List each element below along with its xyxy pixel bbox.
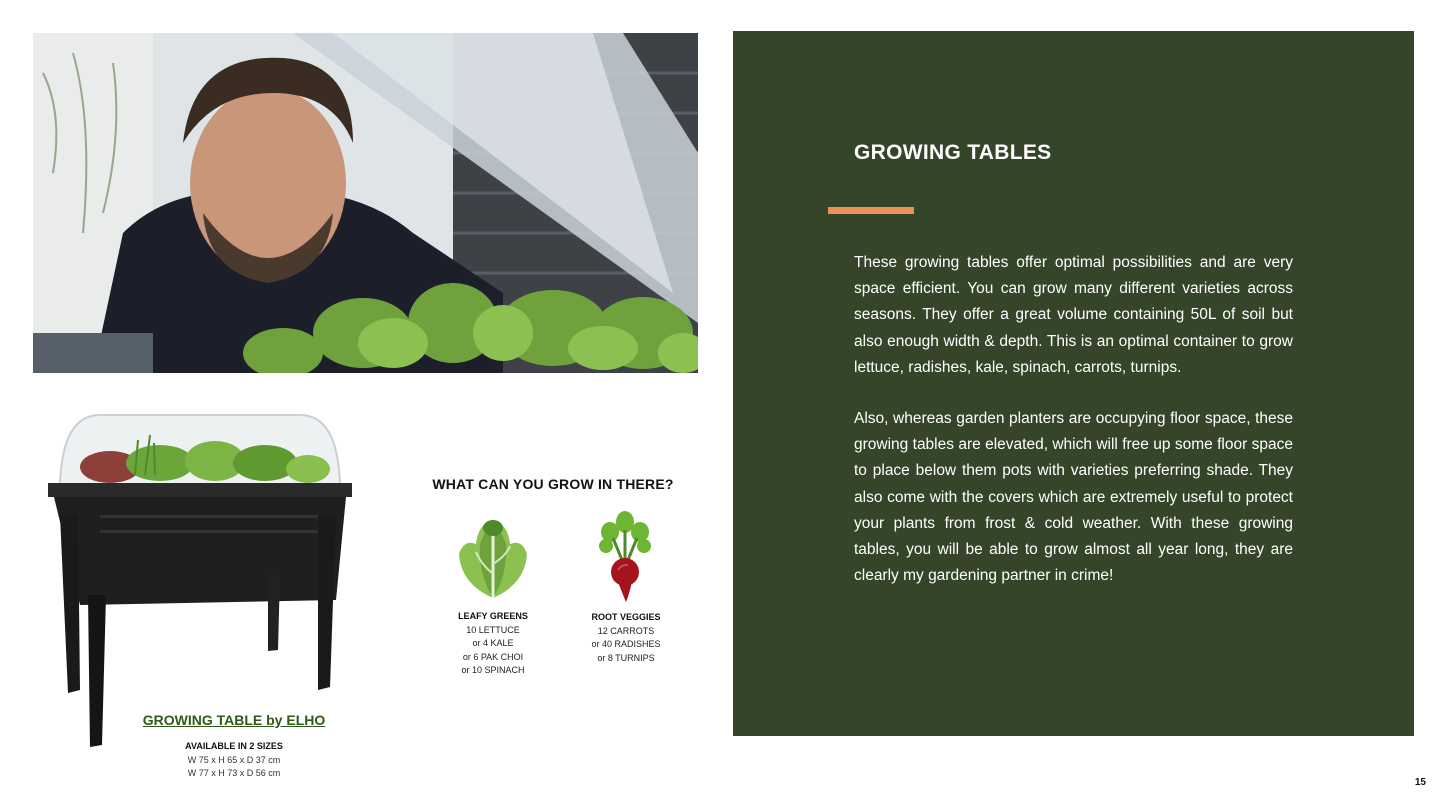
panel-title: GROWING TABLES [854, 141, 1052, 164]
growing-table-image [40, 405, 360, 755]
leafy-line: or 6 PAK CHOI [462, 651, 524, 662]
leafy-line: 10 LETTUCE [466, 624, 520, 635]
root-line: 12 CARROTS [597, 625, 655, 636]
leafy-greens-heading: LEAFY GREENS [458, 611, 528, 621]
hero-photo [33, 33, 698, 373]
root-line: or 40 RADISHES [591, 639, 661, 649]
sizes-heading: AVAILABLE IN 2 SIZES [185, 741, 283, 751]
lettuce-icon [456, 514, 530, 600]
size-1: W 75 x H 65 x D 37 cm [187, 754, 281, 765]
panel-paragraph-1: These growing tables offer optimal possibilities and are very space efficient. You can grow many different varieties across seasons. They offer a great volume containing 50L of soil but also enough width & depth. This is an optimal container to grow lettuce, radishes, kale, spinach, carrots, turnips. [854, 254, 1293, 376]
accent-bar [828, 207, 914, 214]
leafy-greens-column [438, 610, 548, 678]
info-panel [733, 31, 1414, 736]
leafy-line: or 4 KALE [472, 638, 514, 648]
leafy-line: or 10 SPINACH [461, 665, 525, 675]
size-2: W 77 x H 73 x D 56 cm [187, 768, 281, 778]
beet-icon [598, 510, 652, 602]
root-veggies-column [570, 611, 682, 665]
root-line: or 8 TURNIPS [597, 652, 655, 663]
panel-paragraph-2: Also, whereas garden planters are occupying floor space, these growing tables are elevated, which will free up some floor space to place below them pots with varieties preferring shade. They also come with the covers which are extremely useful to protect your plants from frost & cold weather. With these growing tables, you will be able to grow almost all year long, they are clearly my gardening partner in crime! [854, 410, 1293, 585]
root-veggies-heading: ROOT VEGGIES [591, 612, 661, 622]
grow-section-title: WHAT CAN YOU GROW IN THERE? [432, 476, 674, 492]
product-title-link[interactable]: GROWING TABLE by ELHO [142, 712, 326, 728]
product-sizes [134, 740, 334, 781]
page-number: 15 [1414, 777, 1426, 788]
